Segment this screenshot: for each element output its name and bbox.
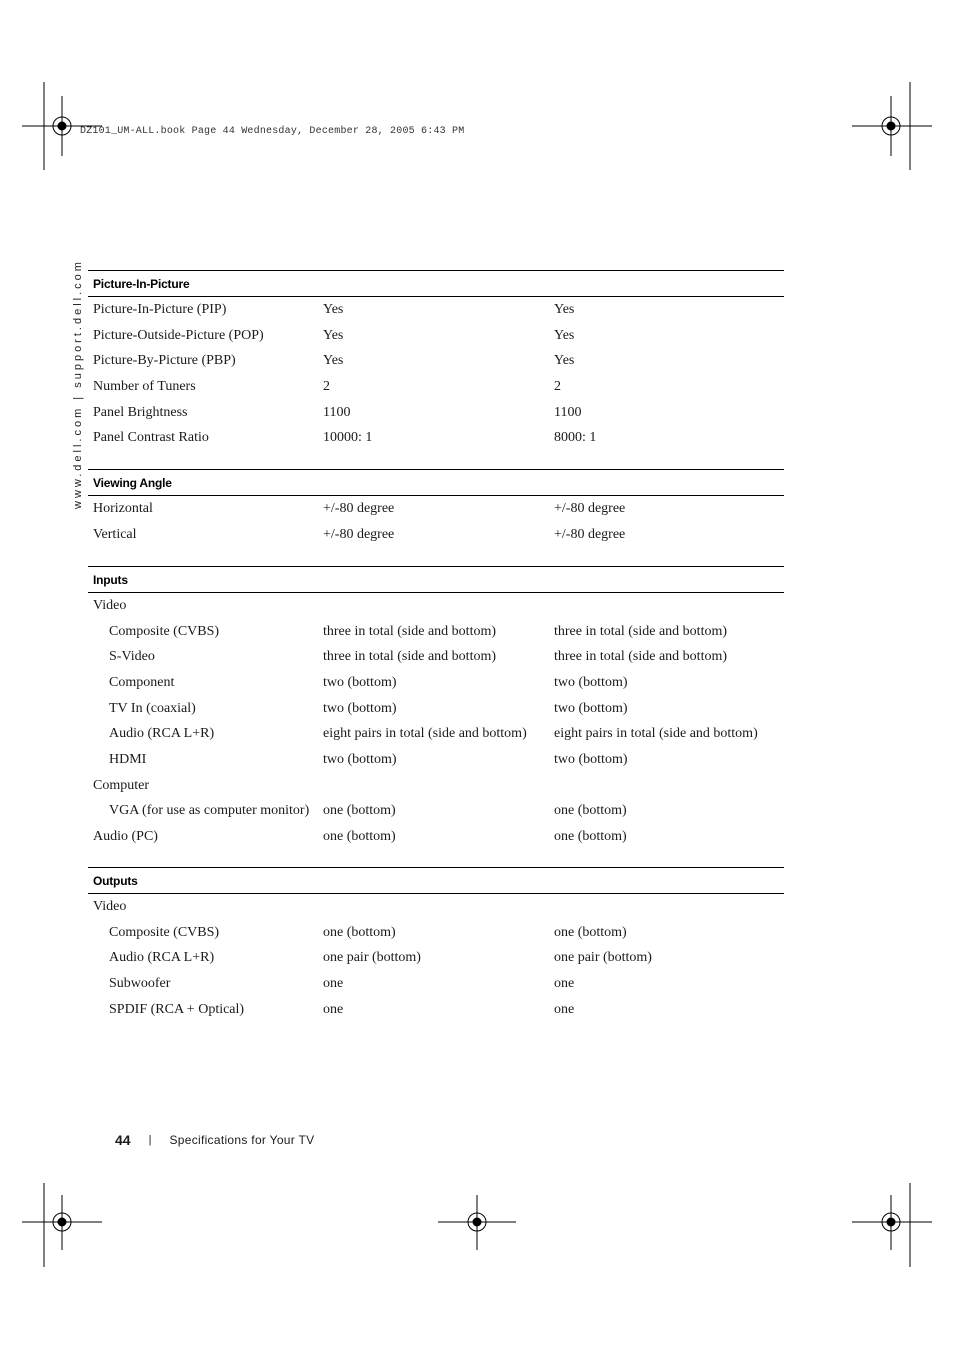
spec-row (88, 945, 784, 971)
spec-value-model-2: 8000: 1 (554, 430, 597, 446)
spec-label: Audio (RCA L+R) (109, 950, 215, 966)
spec-row (88, 297, 784, 323)
spec-value-model-2: 2 (554, 378, 561, 394)
section-heading: Outputs (88, 867, 784, 894)
spec-value-model-1: one (bottom) (323, 829, 396, 845)
spec-label: Video (93, 597, 127, 613)
spec-label: Picture-Outside-Picture (POP) (93, 327, 264, 343)
spec-value-model-1: three in total (side and bottom) (323, 649, 497, 665)
spec-value-model-1: one (bottom) (323, 924, 396, 940)
page-number: 44 (115, 1132, 131, 1148)
spec-label: Audio (PC) (93, 829, 158, 845)
spec-row (88, 696, 784, 722)
spec-value-model-1: one pair (bottom) (323, 950, 421, 966)
spec-row (88, 894, 784, 920)
section-viewing-angle (88, 469, 784, 547)
spec-value-model-2: Yes (554, 353, 575, 369)
section-picture-in-picture (88, 270, 784, 451)
spec-row (88, 348, 784, 374)
spec-label: TV In (coaxial) (109, 700, 196, 716)
spec-value-model-2: 1100 (554, 404, 582, 420)
spec-value-model-2: two (bottom) (554, 700, 628, 716)
section-heading: Picture-In-Picture (88, 270, 784, 297)
spec-label: SPDIF (RCA + Optical) (109, 1001, 245, 1017)
spec-value-model-1: 10000: 1 (323, 430, 373, 446)
spec-row (88, 374, 784, 400)
spec-value-model-2: one (554, 975, 575, 991)
section-heading: Inputs (88, 566, 784, 593)
spec-value-model-1: two (bottom) (323, 751, 397, 767)
spec-value-model-1: eight pairs in total (side and bottom) (323, 726, 527, 742)
section-outputs (88, 867, 784, 1022)
spec-value-model-2: one (bottom) (554, 803, 627, 819)
spec-label: Number of Tuners (93, 378, 196, 394)
spec-value-model-1: one (bottom) (323, 803, 396, 819)
spec-row (88, 400, 784, 426)
spec-value-model-1: Yes (323, 327, 344, 343)
spec-value-model-2: Yes (554, 327, 575, 343)
spec-label: Picture-By-Picture (PBP) (93, 353, 236, 369)
spec-value-model-1: Yes (323, 353, 344, 369)
spec-value-model-2: two (bottom) (554, 674, 628, 690)
spec-value-model-2: one (554, 1001, 575, 1017)
spec-value-model-1: +/-80 degree (323, 526, 395, 542)
spec-row (88, 721, 784, 747)
spec-row (88, 773, 784, 799)
spec-label: Composite (CVBS) (109, 924, 220, 940)
spec-label: Panel Brightness (93, 404, 188, 420)
spec-row (88, 496, 784, 522)
spec-label: VGA (for use as computer monitor) (109, 803, 310, 819)
spec-row (88, 522, 784, 548)
spec-value-model-1: two (bottom) (323, 700, 397, 716)
chapter-title: Specifications for Your TV (169, 1133, 315, 1147)
spec-label: Audio (RCA L+R) (109, 726, 215, 742)
spec-row (88, 323, 784, 349)
spec-value-model-2: one (bottom) (554, 829, 627, 845)
spec-label: Vertical (93, 526, 137, 542)
spec-label: Composite (CVBS) (109, 623, 220, 639)
spec-value-model-1: three in total (side and bottom) (323, 623, 497, 639)
spec-value-model-1: one (323, 975, 344, 991)
spec-row (88, 920, 784, 946)
spec-row (88, 971, 784, 997)
footer-separator: | (148, 1134, 152, 1146)
spec-label: Video (93, 898, 127, 914)
spec-value-model-2: +/-80 degree (554, 526, 626, 542)
spec-label: Picture-In-Picture (PIP) (93, 301, 227, 317)
spec-label: Computer (93, 777, 149, 793)
spec-label: S-Video (109, 649, 155, 665)
spec-value-model-2: one (bottom) (554, 924, 627, 940)
spec-value-model-2: +/-80 degree (554, 500, 626, 516)
spec-value-model-2: eight pairs in total (side and bottom) (554, 726, 758, 742)
spec-value-model-1: one (323, 1001, 344, 1017)
spec-value-model-2: one pair (bottom) (554, 950, 652, 966)
side-url: www.dell.com | support.dell.com (72, 259, 84, 509)
print-header: DZ101_UM-ALL.book Page 44 Wednesday, December 28, 2005 6:43 PM (80, 126, 465, 137)
spec-value-model-2: two (bottom) (554, 751, 628, 767)
spec-value-model-1: Yes (323, 301, 344, 317)
spec-row (88, 824, 784, 850)
spec-value-model-1: two (bottom) (323, 674, 397, 690)
spec-row (88, 425, 784, 451)
spec-row (88, 619, 784, 645)
spec-label: Horizontal (93, 500, 153, 516)
section-heading: Viewing Angle (88, 469, 784, 496)
spec-row (88, 670, 784, 696)
spec-value-model-1: 2 (323, 378, 330, 394)
spec-value-model-2: Yes (554, 301, 575, 317)
spec-row (88, 799, 784, 825)
spec-row (88, 644, 784, 670)
spec-row (88, 593, 784, 619)
spec-label: Panel Contrast Ratio (93, 430, 209, 446)
spec-value-model-2: three in total (side and bottom) (554, 649, 728, 665)
page-footer (115, 1132, 314, 1148)
spec-label: Component (109, 674, 175, 690)
spec-value-model-2: three in total (side and bottom) (554, 623, 728, 639)
spec-label: HDMI (109, 751, 147, 767)
spec-row (88, 747, 784, 773)
spec-value-model-1: +/-80 degree (323, 500, 395, 516)
section-inputs (88, 566, 784, 850)
spec-value-model-1: 1100 (323, 404, 351, 420)
spec-label: Subwoofer (109, 975, 171, 991)
spec-row (88, 997, 784, 1023)
